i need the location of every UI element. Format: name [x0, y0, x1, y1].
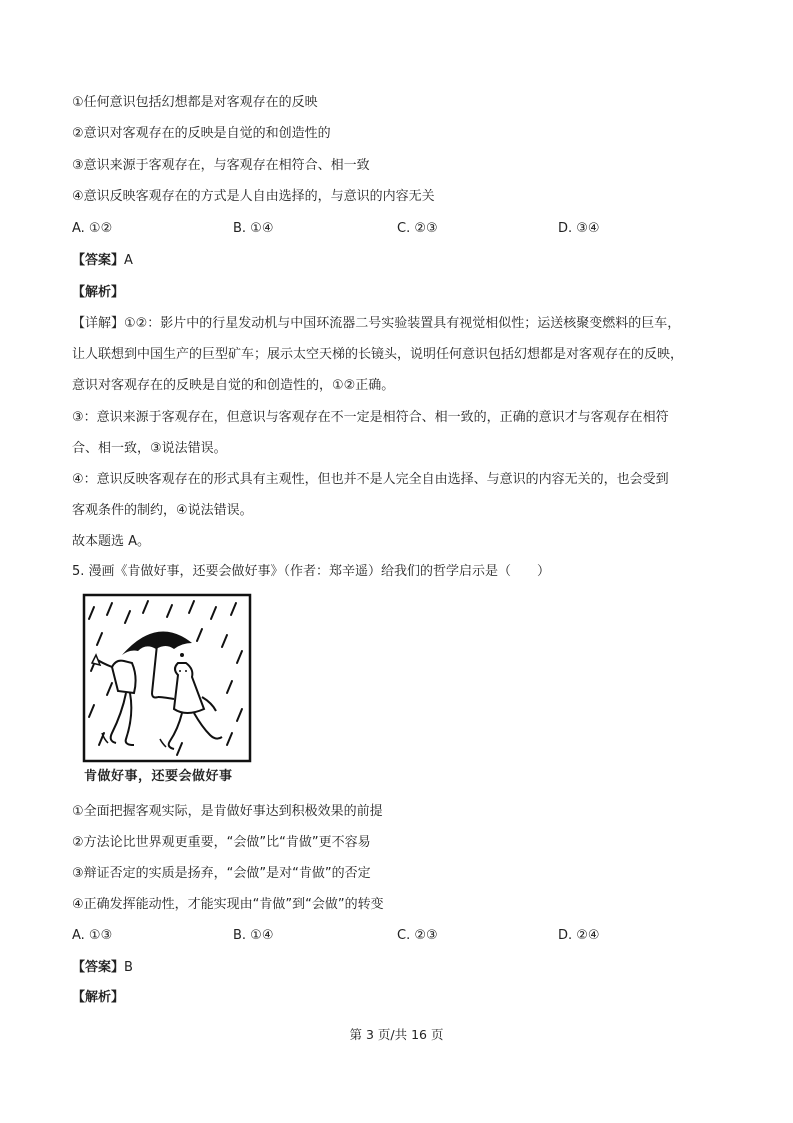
q4-answer-value: A	[124, 253, 133, 268]
q5-statement-4: ④正确发挥能动性，才能实现由“肯做”到“会做”的转变	[72, 897, 384, 912]
comic-caption: 肯做好事，还要会做好事	[84, 769, 233, 784]
q4-statement-2: ②意识对客观存在的反映是自觉的和创造性的	[72, 126, 331, 141]
q5-analysis-label: 【解析】	[72, 990, 125, 1005]
q4-option-c: C. ②③	[397, 221, 438, 236]
q4-option-d: D. ③④	[558, 221, 600, 236]
q5-option-b: B. ①④	[233, 928, 274, 943]
q5-statement-1: ①全面把握客观实际，是肯做好事达到积极效果的前提	[72, 804, 383, 819]
q5-option-d: D. ②④	[558, 928, 600, 943]
q4-detail-line-1: 【详解】①②：影片中的行星发动机与中国环流器二号实验装置具有视觉相似性；运送核聚变燃料的巨车，	[72, 316, 681, 331]
q5-options	[72, 927, 732, 945]
q5-stem: 5. 漫画《肯做好事，还要会做好事》（作者：郑辛遥）给我们的哲学启示是（ ）	[72, 564, 551, 579]
q5-option-c: C. ②③	[397, 928, 438, 943]
q4-answer-label: 【答案】	[72, 253, 125, 268]
q5-statement-2: ②方法论比世界观更重要，“会做”比“肯做”更不容易	[72, 835, 371, 850]
q5-option-a: A. ①③	[72, 928, 113, 943]
page-footer: 第 3 页/共 16 页	[349, 1027, 444, 1042]
q4-detail-line-3: 意识对客观存在的反映是自觉的和创造性的，①②正确。	[72, 378, 395, 393]
q4-detail-line-7: 客观条件的制约，④说法错误。	[72, 503, 253, 518]
q4-detail-line-4: ③：意识来源于客观存在，但意识与客观存在不一定是相符合、相一致的，正确的意识才与客观存在相符	[72, 410, 669, 425]
q4-option-a: A. ①②	[72, 221, 113, 236]
q5-answer-label: 【答案】	[72, 960, 125, 975]
q4-analysis-label: 【解析】	[72, 285, 125, 300]
q4-answer	[72, 252, 133, 270]
q4-statement-3: ③意识来源于客观存在，与客观存在相符合、相一致	[72, 158, 370, 173]
q4-detail-line-6: ④：意识反映客观存在的形式具有主观性，但也并不是人完全自由选择、与意识的内容无关的，也会受到	[72, 472, 669, 487]
q4-statement-1: ①任何意识包括幻想都是对客观存在的反映	[72, 95, 318, 110]
q4-statement-4: ④意识反映客观存在的方式是人自由选择的，与意识的内容无关	[72, 189, 435, 204]
q4-options	[72, 220, 732, 238]
q4-detail-line-2: 让人联想到中国生产的巨型矿车；展示太空天梯的长镜头，说明任何意识包括幻想都是对客观存在的反映，	[72, 347, 684, 362]
q5-answer	[72, 959, 133, 977]
comic-image	[82, 593, 252, 789]
q5-statement-3: ③辩证否定的实质是扬弃，“会做”是对“肯做”的否定	[72, 866, 371, 881]
q4-detail-line-5: 合、相一致，③说法错误。	[72, 441, 227, 456]
q4-detail-line-8: 故本题选 A。	[72, 534, 151, 549]
q4-option-b: B. ①④	[233, 221, 274, 236]
q5-answer-value: B	[124, 960, 133, 975]
